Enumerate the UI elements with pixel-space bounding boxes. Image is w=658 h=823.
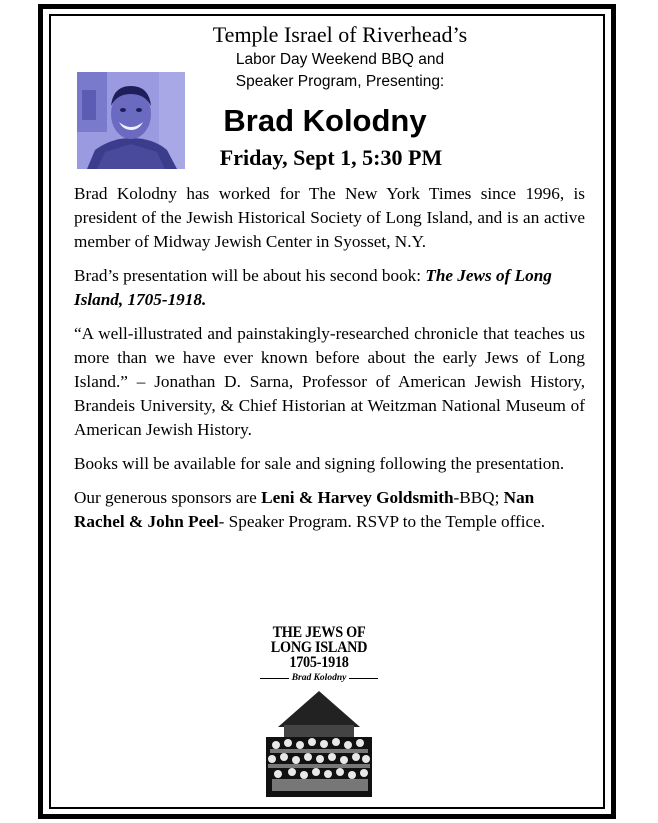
header-temple-name: Temple Israel of Riverhead’s — [212, 22, 468, 47]
presentation-intro: Brad’s presentation will be about his second book: — [74, 266, 426, 285]
sponsors-paragraph — [74, 486, 585, 534]
quote-paragraph — [74, 322, 585, 442]
book-cover-title-line1: THE JEWS OF — [272, 625, 366, 641]
sponsors-intro: Our generous sponsors are — [74, 488, 262, 507]
speaker-photo — [77, 72, 185, 169]
flyer-body — [74, 182, 585, 544]
header-presenting-line: Speaker Program, Presenting: — [235, 73, 445, 90]
book-title-text: The Jews of Long Island, 1705-1918. — [74, 266, 552, 309]
book-cover-rule-left — [260, 678, 289, 679]
event-date-time: Friday, Sept 1, 5:30 PM — [219, 145, 443, 170]
book-cover-group-photo — [258, 687, 380, 797]
speaker-name: Brad Kolodny — [223, 103, 427, 138]
books-sale-text: Books will be available for sale and signing following the presentation. — [74, 454, 565, 473]
presentation-paragraph — [74, 264, 585, 312]
header-event-line: Labor Day Weekend BBQ and — [235, 51, 445, 68]
sponsor-speaker-suffix: - Speaker Program. RSVP to the Temple office. — [218, 512, 546, 531]
bio-paragraph — [74, 182, 585, 254]
book-cover-title — [263, 625, 375, 670]
book-cover-author: Brad Kolodny — [291, 673, 347, 683]
sponsor-speaker: Nan Rachel & John Peel — [74, 488, 535, 531]
book-cover-title-line3: 1705-1918 — [289, 654, 349, 671]
book-cover-image — [258, 625, 380, 797]
book-cover-author-row — [260, 672, 378, 684]
book-cover-rule-right — [349, 678, 378, 679]
books-sale-paragraph — [74, 452, 585, 476]
quote-text: “A well-illustrated and painstakingly-researched chronicle that teaches us more than we have ever known before about the early Jews of Long Island.” – Jonathan D. Sarna, Professor of American Jewish History, Brandeis University, & Chief Historian at Weitzman National Museum of American Jewish History. — [74, 324, 585, 439]
bio-text: Brad Kolodny has worked for The New York Times since 1996, is president of the Jewish Historical Society of Long Island, and is an active member of Midway Jewish Center in Syosset, N.Y. — [74, 184, 585, 251]
book-cover-title-line2: LONG ISLAND — [270, 639, 368, 656]
sponsor-bbq: Leni & Harvey Goldsmith — [261, 488, 454, 507]
sponsor-bbq-suffix: -BBQ; — [453, 488, 504, 507]
